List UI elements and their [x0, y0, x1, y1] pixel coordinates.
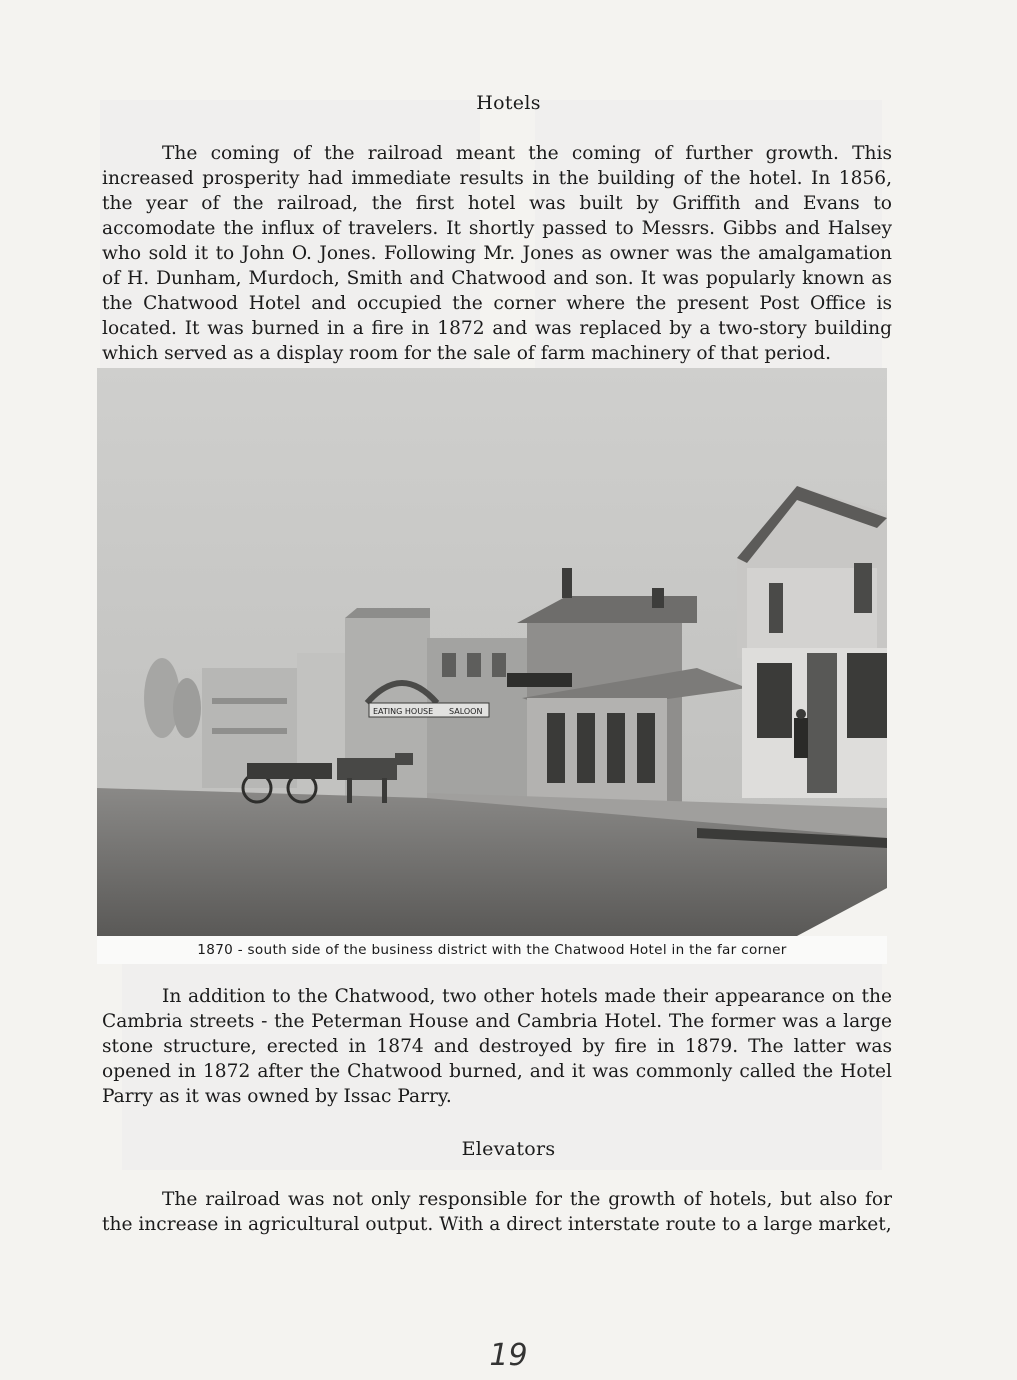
paragraph-other-hotels: In addition to the Chatwood, two other hotels made their appearance on the Cambria streets - the Peterman House and Cambria Hotel. The former was a large stone structure, erected in 1874 and destroyed by fire in 1879. The latter was opened in 1872 after the Chatwood burned, and it was commonly called the Hotel Parry as it was owned by Issac Parry.	[102, 986, 892, 1107]
photo-caption: 1870 - south side of the business district with the Chatwood Hotel in the far corner	[97, 936, 887, 964]
sign-saloon: SALOON	[449, 707, 483, 716]
paragraph-elevators: The railroad was not only responsible for the growth of hotels, but also for the increase in agricultural output. With a direct interstate route to a large market,	[102, 1189, 892, 1235]
section-heading-hotels: Hotels	[476, 92, 541, 114]
page-number: 19	[489, 1338, 528, 1373]
section-heading-elevators: Elevators	[461, 1138, 556, 1160]
sign-eating-house: EATING HOUSE	[373, 707, 434, 716]
paragraph-hotels-history: The coming of the railroad meant the coming of further growth. This increased prosperity had immediate results in the building of the hotel. In 1856, the year of the railroad, the first hotel was built by Griffith and Evans to accomodate the influx of travelers. It shortly passed to Messrs. Gibbs and Halsey who sold it to John O. Jones. Following Mr. Jones as owner was the amalgamation of H. Dunham, Murdoch, Smith and Chatwood and son. It was popularly known as the Chatwood Hotel and occupied the corner where the present Post Office is located. It was burned in a fire in 1872 and was replaced by a two-story building which served as a display room for the sale of farm machinery of that period.	[102, 143, 892, 364]
historic-photo-1870-business-district	[97, 368, 887, 936]
